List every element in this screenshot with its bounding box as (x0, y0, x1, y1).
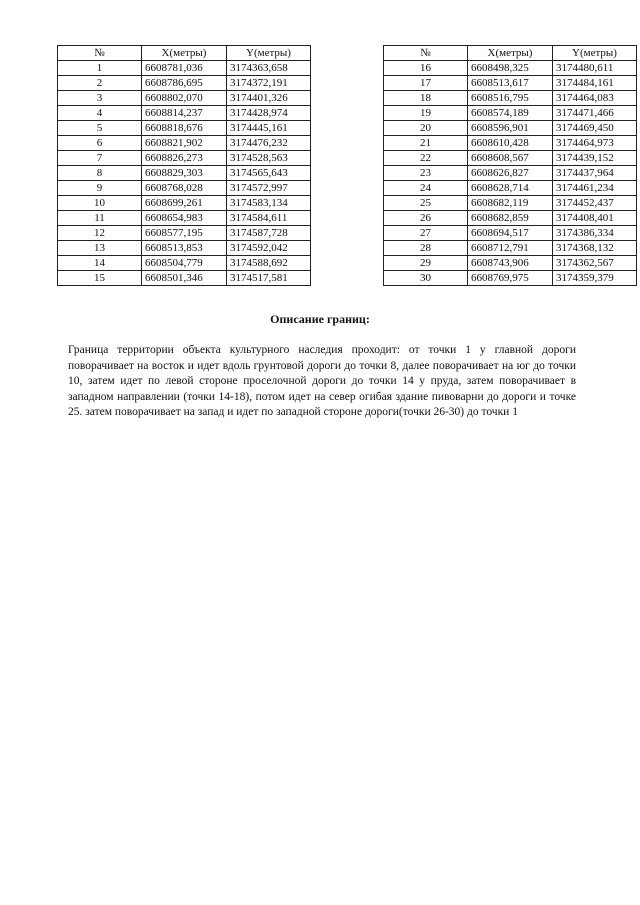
table-header-row (58, 46, 311, 61)
x-coordinate-cell: 6608743,906 (468, 256, 553, 271)
x-coordinate-cell: 6608504,779 (142, 256, 227, 271)
x-coordinate-cell: 6608699,261 (142, 196, 227, 211)
point-number-cell: 15 (58, 271, 142, 286)
column-header-y: Y(метры) (553, 46, 637, 61)
x-coordinate-cell: 6608516,795 (468, 91, 553, 106)
point-number-cell: 12 (58, 226, 142, 241)
point-number-cell: 13 (58, 241, 142, 256)
y-coordinate-cell: 3174584,611 (227, 211, 311, 226)
point-number-cell: 14 (58, 256, 142, 271)
x-coordinate-cell: 6608596,901 (468, 121, 553, 136)
table-row (384, 106, 637, 121)
point-number-cell: 5 (58, 121, 142, 136)
x-coordinate-cell: 6608498,325 (468, 61, 553, 76)
x-coordinate-cell: 6608654,983 (142, 211, 227, 226)
table-row (58, 211, 311, 226)
x-coordinate-cell: 6608682,119 (468, 196, 553, 211)
point-number-cell: 19 (384, 106, 468, 121)
column-header-number: № (384, 46, 468, 61)
point-number-cell: 27 (384, 226, 468, 241)
point-number-cell: 9 (58, 181, 142, 196)
column-header-number: № (58, 46, 142, 61)
point-number-cell: 16 (384, 61, 468, 76)
point-number-cell: 21 (384, 136, 468, 151)
y-coordinate-cell: 3174363,658 (227, 61, 311, 76)
table-row (384, 271, 637, 286)
point-number-cell: 1 (58, 61, 142, 76)
table-row (58, 61, 311, 76)
point-number-cell: 8 (58, 166, 142, 181)
table-row (58, 196, 311, 211)
point-number-cell: 20 (384, 121, 468, 136)
x-coordinate-cell: 6608628,714 (468, 181, 553, 196)
x-coordinate-cell: 6608694,517 (468, 226, 553, 241)
table-row (384, 166, 637, 181)
table-row (58, 271, 311, 286)
x-coordinate-cell: 6608826,273 (142, 151, 227, 166)
y-coordinate-cell: 3174386,334 (553, 226, 637, 241)
y-coordinate-cell: 3174408,401 (553, 211, 637, 226)
table-row (384, 121, 637, 136)
y-coordinate-cell: 3174372,191 (227, 76, 311, 91)
point-number-cell: 11 (58, 211, 142, 226)
y-coordinate-cell: 3174572,997 (227, 181, 311, 196)
column-header-x: X(метры) (468, 46, 553, 61)
point-number-cell: 18 (384, 91, 468, 106)
table-row (384, 151, 637, 166)
y-coordinate-cell: 3174445,161 (227, 121, 311, 136)
x-coordinate-cell: 6608802,070 (142, 91, 227, 106)
table-row (384, 226, 637, 241)
point-number-cell: 23 (384, 166, 468, 181)
point-number-cell: 29 (384, 256, 468, 271)
point-number-cell: 28 (384, 241, 468, 256)
table-row (58, 256, 311, 271)
table-row (58, 121, 311, 136)
x-coordinate-cell: 6608501,346 (142, 271, 227, 286)
y-coordinate-cell: 3174471,466 (553, 106, 637, 121)
point-number-cell: 17 (384, 76, 468, 91)
x-coordinate-cell: 6608513,853 (142, 241, 227, 256)
table-row (384, 241, 637, 256)
point-number-cell: 4 (58, 106, 142, 121)
y-coordinate-cell: 3174476,232 (227, 136, 311, 151)
table-row (384, 136, 637, 151)
y-coordinate-cell: 3174362,567 (553, 256, 637, 271)
y-coordinate-cell: 3174401,326 (227, 91, 311, 106)
y-coordinate-cell: 3174452,437 (553, 196, 637, 211)
point-number-cell: 2 (58, 76, 142, 91)
table-row (58, 151, 311, 166)
x-coordinate-cell: 6608814,237 (142, 106, 227, 121)
table-row (58, 106, 311, 121)
x-coordinate-cell: 6608769,975 (468, 271, 553, 286)
boundary-description: Граница территории объекта культурного наследия проходит: от точки 1 у главной дороги поворачивает на восток и идет вдоль грунтовой дороги до точки 8, далее поворачивает на юг до точки 10, затем идет по левой стороне проселочной дороги до точки 14 у пруда, затем поворачивает в западном направлении (точки 14-18), потом идет на север огибая здание пивоварни до дороги и точке 25. затем поворачивает на запад и идет по западной стороне дороги(точки 26-30) до точки 1 (68, 344, 576, 418)
y-coordinate-cell: 3174464,973 (553, 136, 637, 151)
y-coordinate-cell: 3174428,974 (227, 106, 311, 121)
x-coordinate-cell: 6608829,303 (142, 166, 227, 181)
table-row (58, 136, 311, 151)
y-coordinate-cell: 3174592,042 (227, 241, 311, 256)
coordinates-table-right (383, 45, 637, 286)
table-row (58, 181, 311, 196)
y-coordinate-cell: 3174528,563 (227, 151, 311, 166)
point-number-cell: 6 (58, 136, 142, 151)
table-row (384, 211, 637, 226)
point-number-cell: 26 (384, 211, 468, 226)
y-coordinate-cell: 3174359,379 (553, 271, 637, 286)
point-number-cell: 24 (384, 181, 468, 196)
x-coordinate-cell: 6608577,195 (142, 226, 227, 241)
table-row (58, 76, 311, 91)
section-heading: Описание границ: (270, 312, 370, 326)
coordinates-table-left (57, 45, 311, 286)
column-header-x: X(метры) (142, 46, 227, 61)
table-row (384, 61, 637, 76)
x-coordinate-cell: 6608626,827 (468, 166, 553, 181)
x-coordinate-cell: 6608818,676 (142, 121, 227, 136)
table-row (58, 166, 311, 181)
x-coordinate-cell: 6608781,036 (142, 61, 227, 76)
y-coordinate-cell: 3174517,581 (227, 271, 311, 286)
point-number-cell: 7 (58, 151, 142, 166)
y-coordinate-cell: 3174484,161 (553, 76, 637, 91)
y-coordinate-cell: 3174583,134 (227, 196, 311, 211)
x-coordinate-cell: 6608608,567 (468, 151, 553, 166)
point-number-cell: 10 (58, 196, 142, 211)
y-coordinate-cell: 3174368,132 (553, 241, 637, 256)
x-coordinate-cell: 6608682,859 (468, 211, 553, 226)
x-coordinate-cell: 6608821,902 (142, 136, 227, 151)
table-header-row (384, 46, 637, 61)
x-coordinate-cell: 6608610,428 (468, 136, 553, 151)
table-row (58, 91, 311, 106)
table-row (384, 256, 637, 271)
point-number-cell: 25 (384, 196, 468, 211)
y-coordinate-cell: 3174464,083 (553, 91, 637, 106)
y-coordinate-cell: 3174461,234 (553, 181, 637, 196)
x-coordinate-cell: 6608574,189 (468, 106, 553, 121)
y-coordinate-cell: 3174437,964 (553, 166, 637, 181)
y-coordinate-cell: 3174480,611 (553, 61, 637, 76)
y-coordinate-cell: 3174587,728 (227, 226, 311, 241)
x-coordinate-cell: 6608786,695 (142, 76, 227, 91)
x-coordinate-cell: 6608513,617 (468, 76, 553, 91)
table-row (384, 181, 637, 196)
table-row (384, 196, 637, 211)
y-coordinate-cell: 3174588,692 (227, 256, 311, 271)
point-number-cell: 30 (384, 271, 468, 286)
x-coordinate-cell: 6608712,791 (468, 241, 553, 256)
y-coordinate-cell: 3174439,152 (553, 151, 637, 166)
table-row (58, 241, 311, 256)
y-coordinate-cell: 3174469,450 (553, 121, 637, 136)
column-header-y: Y(метры) (227, 46, 311, 61)
table-row (384, 76, 637, 91)
table-row (384, 91, 637, 106)
y-coordinate-cell: 3174565,643 (227, 166, 311, 181)
table-row (58, 226, 311, 241)
point-number-cell: 22 (384, 151, 468, 166)
point-number-cell: 3 (58, 91, 142, 106)
x-coordinate-cell: 6608768,028 (142, 181, 227, 196)
